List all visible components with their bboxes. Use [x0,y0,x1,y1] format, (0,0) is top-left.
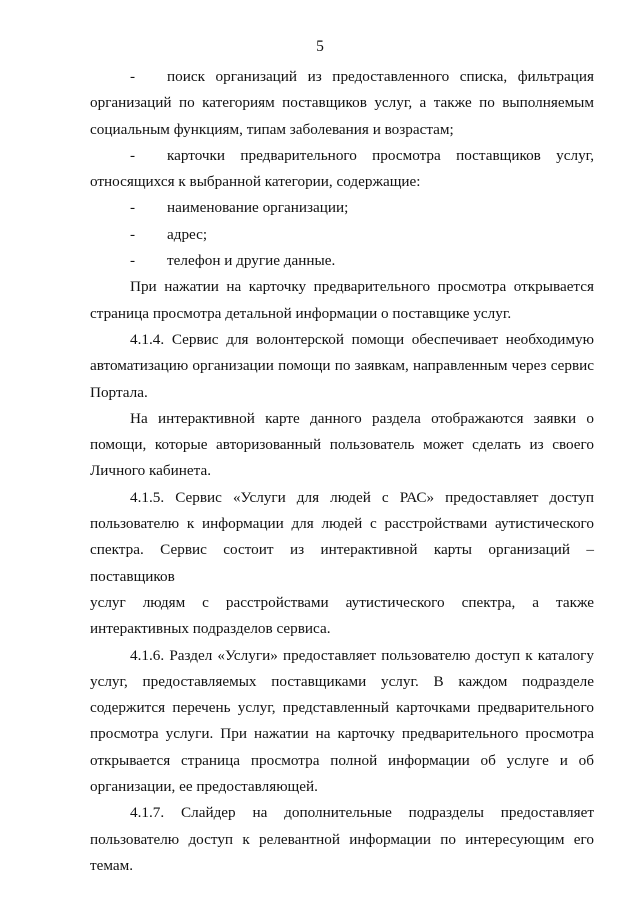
paragraph [90,274,594,327]
text-line: Личного кабинета. [90,462,212,480]
paragraph [90,406,594,485]
bullet-line [90,248,594,274]
bullet-line [90,222,594,248]
bullet-text: поиск организаций из предоставленного списка, фильтрация [167,68,594,85]
paragraph [90,643,594,801]
bullet-dash: - [130,146,136,164]
text-line: 4.1.7. Слайдер на дополнительные подразделы предоставляет [130,804,594,822]
text-line: услуг людям с расстройствами аутистического спектра, а также [90,593,594,611]
text-line: пользователю к информации для людей с расстройствами аутистического [90,515,594,533]
bullet-dash: - [130,68,136,85]
text-line: 4.1.4. Сервис для волонтерской помощи обеспечивает необходимую [130,330,594,348]
bullet-line [90,64,594,90]
text-line: На интерактивной карте данного раздела отображаются заявки о [130,409,594,427]
bullet-text: наименование организации; [167,199,349,217]
bullet-line [90,195,594,221]
bullet-item [90,143,594,196]
text-line: страница просмотра детальной информации о поставщике услуг. [90,304,512,322]
text-line: спектра. Сервис состоит из интерактивной карты организаций – поставщиков [90,541,594,585]
text-line: относящихся к выбранной категории, содержащие: [90,173,421,191]
bullet-dash: - [130,225,136,243]
bullet-dash: - [130,199,136,217]
text-line: интерактивных подразделов сервиса. [90,620,331,638]
text-line: открывается страница просмотра полной информации об услуге и об [90,751,594,769]
bullet-text: телефон и другие данные. [167,252,336,270]
text-line: При нажатии на карточку предварительного просмотра открывается [130,278,594,296]
text-line: организаций по категориям поставщиков услуг, а также по выполняемым [90,94,594,112]
text-line: организации, ее предоставляющей. [90,778,318,796]
text-line: 4.1.6. Раздел «Услуги» предоставляет пользователю доступ к каталогу [130,646,594,664]
text-line: услуг, предоставляемых поставщиками услуг. В каждом подразделе [90,672,594,690]
bullet-item [90,222,594,248]
body-text [90,64,594,879]
bullet-text: карточки предварительного просмотра поставщиков услуг, [167,146,594,164]
bullet-item [90,64,594,143]
text-line: Портала. [90,383,148,401]
text-line: социальным функциям, типам заболевания и возрастам; [90,120,454,138]
paragraph [90,800,594,879]
text-line: темам. [90,856,134,874]
bullet-line [90,143,594,169]
text-line: просмотра услуги. При нажатии на карточку предварительного просмотра [90,725,594,743]
page-number: 5 [316,38,324,55]
bullet-dash: - [130,252,136,270]
text-line: помощи, которые авторизованный пользователь может сделать из своего [90,436,594,454]
bullet-text: адрес; [167,225,208,243]
text-line: содержится перечень услуг, представленный карточками предварительного [90,699,594,717]
text-line: 4.1.5. Сервис «Услуги для людей с РАС» предоставляет доступ [130,488,594,506]
paragraph [90,327,594,406]
bullet-item [90,195,594,221]
bullet-item [90,248,594,274]
text-line: автоматизацию организации помощи по заявкам, направленным через сервис [90,357,594,375]
paragraph [90,485,594,643]
text-line: пользователю доступ к релевантной информации по интересующим его [90,830,594,848]
